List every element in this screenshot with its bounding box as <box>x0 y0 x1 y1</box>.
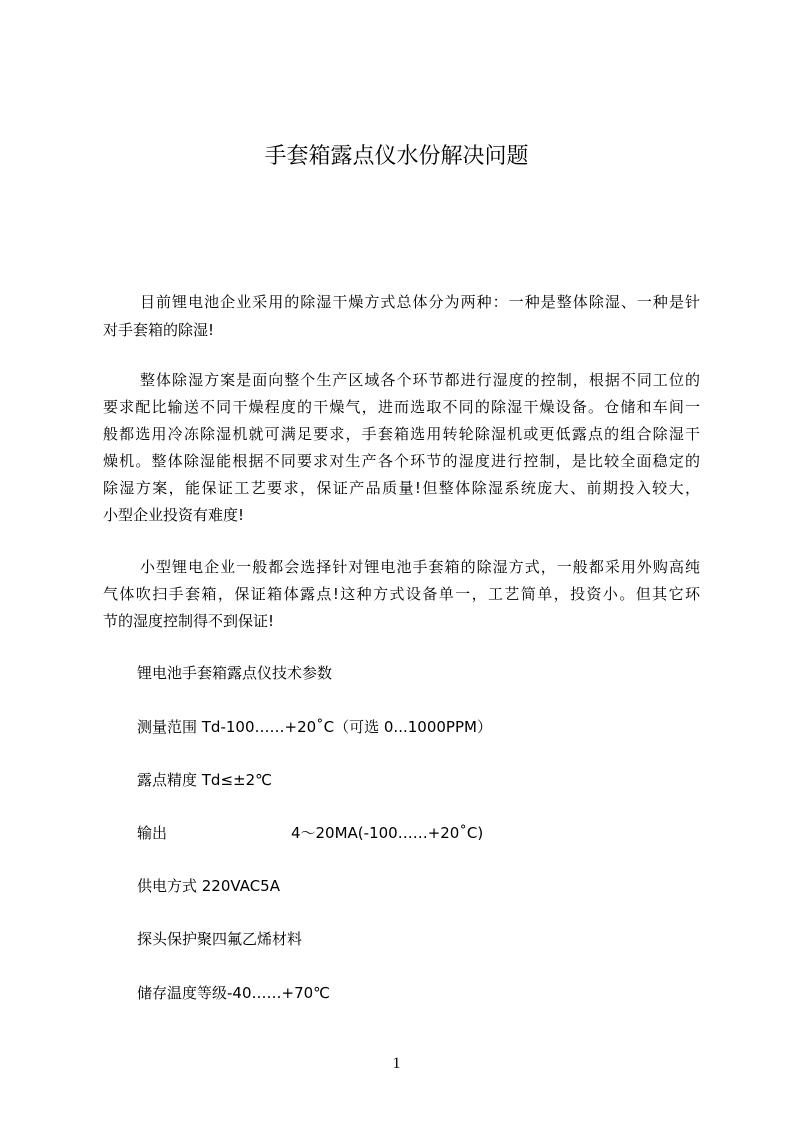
spec-heading: 锂电池手套箱露点仪技术参数 <box>137 664 333 682</box>
text-line: 般都选用冷冻除湿机就可满足要求，手套箱选用转轮除湿机或更低露点的组合除湿干 <box>103 425 700 443</box>
document-title: 手套箱露点仪水份解决问题 <box>264 144 529 169</box>
text-line: 目前锂电池企业采用的除湿干燥方式总体分为两种：一种是整体除湿、一种是针 <box>140 293 700 311</box>
page-number: 1 <box>392 1055 401 1072</box>
text-line: 整体除湿方案是面向整个生产区域各个环节都进行湿度的控制，根据不同工位的 <box>140 371 700 389</box>
spec-item: 露点精度 Td≤±2℃ <box>137 771 272 789</box>
text-line: 节的湿度控制得不到保证! <box>103 612 275 630</box>
spec-item: 供电方式 220VAC5A <box>137 877 280 895</box>
text-line: 小型企业投资有难度! <box>103 506 245 524</box>
text-line: 除湿方案，能保证工艺要求，保证产品质量!但整体除湿系统庞大、前期投入较大， <box>103 479 700 497</box>
text-line: 气体吹扫手套箱，保证箱体露点!这种方式设备单一，工艺简单，投资小。但其它环 <box>103 585 700 603</box>
spec-item: 输出 4～20MA(-100……+20˚C) <box>137 824 484 842</box>
text-line: 燥机。整体除湿能根据不同要求对生产各个环节的湿度进行控制，是比较全面稳定的 <box>103 452 700 470</box>
spec-item: 探头保护聚四氟乙烯材料 <box>137 930 303 948</box>
spec-item: 测量范围 Td-100……+20˚C（可选 0...1000PPM） <box>137 718 492 736</box>
text-line: 对手套箱的除湿! <box>103 321 215 339</box>
text-line: 要求配比输送不同干燥程度的干燥气，进而选取不同的除湿干燥设备。仓储和车间一 <box>103 398 700 416</box>
text-line: 小型锂电企业一般都会选择针对锂电池手套箱的除湿方式，一般都采用外购高纯 <box>140 558 700 576</box>
spec-item: 储存温度等级-40……+70℃ <box>137 984 331 1002</box>
